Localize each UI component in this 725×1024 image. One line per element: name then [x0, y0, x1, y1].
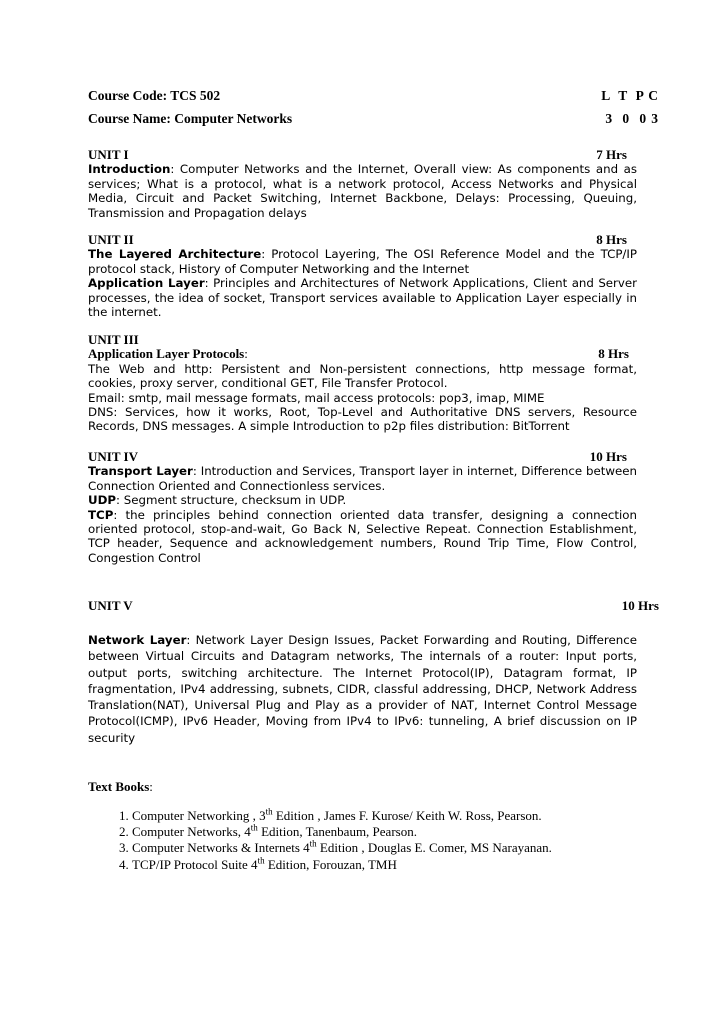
- layered-architecture-text: : Protocol Layering, The OSI Reference Model and the TCP/IP protocol stack, History of Computer Networking and the Internet: [88, 247, 637, 276]
- unit-5: [88, 598, 659, 613]
- unit-1-title: UNIT I: [88, 147, 129, 162]
- unit-2: [88, 233, 637, 319]
- textbook-2-sup: th: [250, 822, 258, 833]
- unit-5-heading: [88, 598, 659, 613]
- ltpc-value-c: 3: [651, 111, 658, 126]
- unit-4-title: UNIT IV: [88, 449, 138, 464]
- unit-3: [88, 333, 637, 434]
- textbook-item: [132, 840, 650, 856]
- unit-2-hours: 8 Hrs: [596, 232, 627, 247]
- transport-layer-para: [88, 464, 637, 493]
- app-protocols-colon: :: [244, 346, 248, 362]
- textbook-1-title: Computer Networking , 3: [132, 808, 266, 823]
- course-name: Course Name: Computer Networks: [88, 111, 293, 126]
- textbooks-heading: [88, 780, 637, 794]
- textbook-4-sup: th: [257, 855, 265, 866]
- ltpc-header-l: L: [601, 88, 611, 103]
- textbook-2-title: Computer Networks, 4: [132, 824, 251, 840]
- web-http-para: The Web and http: Persistent and Non-persistent connections, http message format, cookies, proxy server, conditional GET, File Transfer Protocol.: [88, 361, 637, 391]
- unit-1-heading: [88, 148, 637, 162]
- tcp-para: [88, 508, 637, 566]
- email-para: Email: smtp, mail message formats, mail access protocols: pop3, imap, MIME: [88, 390, 545, 405]
- app-protocols-label: Application Layer Protocols: [88, 346, 245, 362]
- textbook-item: [132, 857, 650, 873]
- unit-4-heading: [88, 450, 637, 464]
- textbooks-list: [110, 808, 650, 873]
- ltpc-values: [600, 111, 658, 127]
- tcp-text: : the principles behind connection oriented data transfer, designing a connection oriented protocol, stop-and-wait, Go Back N, Selective Repeat. Connection Establishment, TCP header, Sequence and acknowledgement numbers, Round Trip Time, Flow Control, Congestion Control: [88, 507, 637, 565]
- textbook-1-rest: Edition , James F. Kurose/ Keith W. Ross, Pearson.: [272, 808, 542, 823]
- network-layer-para: [88, 632, 637, 746]
- unit-1: [88, 148, 637, 220]
- application-layer-para: [88, 276, 637, 319]
- textbooks-colon: :: [149, 779, 153, 794]
- ltpc-value-p: 0: [639, 111, 647, 126]
- textbook-4-rest: Edition, Forouzan, TMH: [264, 856, 397, 872]
- unit-5-body: [88, 632, 637, 746]
- textbook-4-title: TCP/IP Protocol Suite 4: [132, 856, 258, 872]
- ltpc-header-c: C: [648, 88, 658, 103]
- unit-2-title: UNIT II: [88, 232, 134, 247]
- textbook-3-rest: Edition , Douglas E. Comer, MS Narayanan.: [316, 840, 552, 856]
- course-name-row: [88, 111, 658, 127]
- textbooks-label: Text Books: [88, 779, 150, 794]
- ltpc-header-t: T: [618, 88, 628, 103]
- course-code-row: [88, 88, 658, 104]
- ltpc-value-l: 3: [605, 111, 613, 126]
- layered-architecture-label: The Layered Architecture: [88, 247, 262, 262]
- transport-layer-text: : Introduction and Services, Transport layer in internet, Difference between Connection Oriented and Connectionless services.: [88, 464, 637, 493]
- introduction-text: : Computer Networks and the Internet, Overall view: As components and as services; What is a protocol, what is a network protocol, Access Networks and Physical Media, Circuit and Packet Switching, Internet Backbone, Delays: Processing, Queuing, Transmission and Propagation delays: [88, 162, 637, 220]
- unit-4-hours: 10 Hrs: [589, 449, 627, 464]
- unit-5-title: UNIT V: [88, 598, 133, 613]
- layered-architecture-para: [88, 247, 637, 276]
- udp-label: UDP: [88, 493, 117, 508]
- textbook-1-sup: th: [265, 806, 273, 817]
- dns-para: DNS: Services, how it works, Root, Top-Level and Authoritative DNS servers, Resource Records, DNS messages. A simple Introduction to p2p files distribution: BitTorrent: [88, 405, 637, 434]
- application-layer-text: : Principles and Architectures of Network Applications, Client and Server processes, the idea of socket, Transport services available to Application Layer especially in the internet.: [88, 276, 637, 320]
- unit-3-title: UNIT III: [88, 332, 139, 347]
- udp-para: [88, 493, 637, 507]
- introduction-label: Introduction: [88, 162, 171, 177]
- unit-2-heading: [88, 233, 637, 247]
- textbook-item: [132, 824, 650, 840]
- ltpc-headers: [597, 88, 658, 104]
- ltpc-value-t: 0: [622, 111, 630, 126]
- ltpc-header-p: P: [635, 88, 644, 103]
- udp-text: : Segment structure, checksum in UDP.: [116, 493, 347, 508]
- textbook-3-sup: th: [309, 839, 317, 850]
- unit-5-hours: 10 Hrs: [621, 598, 659, 613]
- network-layer-label: Network Layer: [88, 633, 187, 647]
- textbook-2-rest: Edition, Tanenbaum, Pearson.: [257, 824, 417, 840]
- app-protocols-heading: [88, 347, 637, 361]
- network-layer-text: : Network Layer Design Issues, Packet Forwarding and Routing, Difference between Virtual Circuits and Datagram networks, The internals of a router: Input ports, output ports, switching architecture. The Internet Protocol(IP), Datagram format, IP fragmentation, IPv4 addressing, subnets, CIDR, classful addressing, DHCP, Network Address Translation(NAT), Universal Plug and Play as a provider of NAT, Internet Control Message Protocol(ICMP), IPv6 Header, Moving from IPv4 to IPv6: tunneling, A brief discussion on IP security: [88, 633, 637, 745]
- unit-1-introduction: [88, 162, 637, 220]
- unit-4: [88, 450, 637, 565]
- unit-3-hours: 8 Hrs: [598, 346, 629, 362]
- unit-1-hours: 7 Hrs: [596, 147, 627, 162]
- unit-3-heading: [88, 333, 637, 347]
- tcp-label: TCP: [88, 507, 114, 522]
- application-layer-label: Application Layer: [88, 276, 205, 291]
- textbook-item: [132, 808, 650, 824]
- transport-layer-label: Transport Layer: [88, 464, 193, 479]
- textbook-3-title: Computer Networks & Internets 4: [132, 840, 310, 856]
- course-code: Course Code: TCS 502: [88, 88, 221, 103]
